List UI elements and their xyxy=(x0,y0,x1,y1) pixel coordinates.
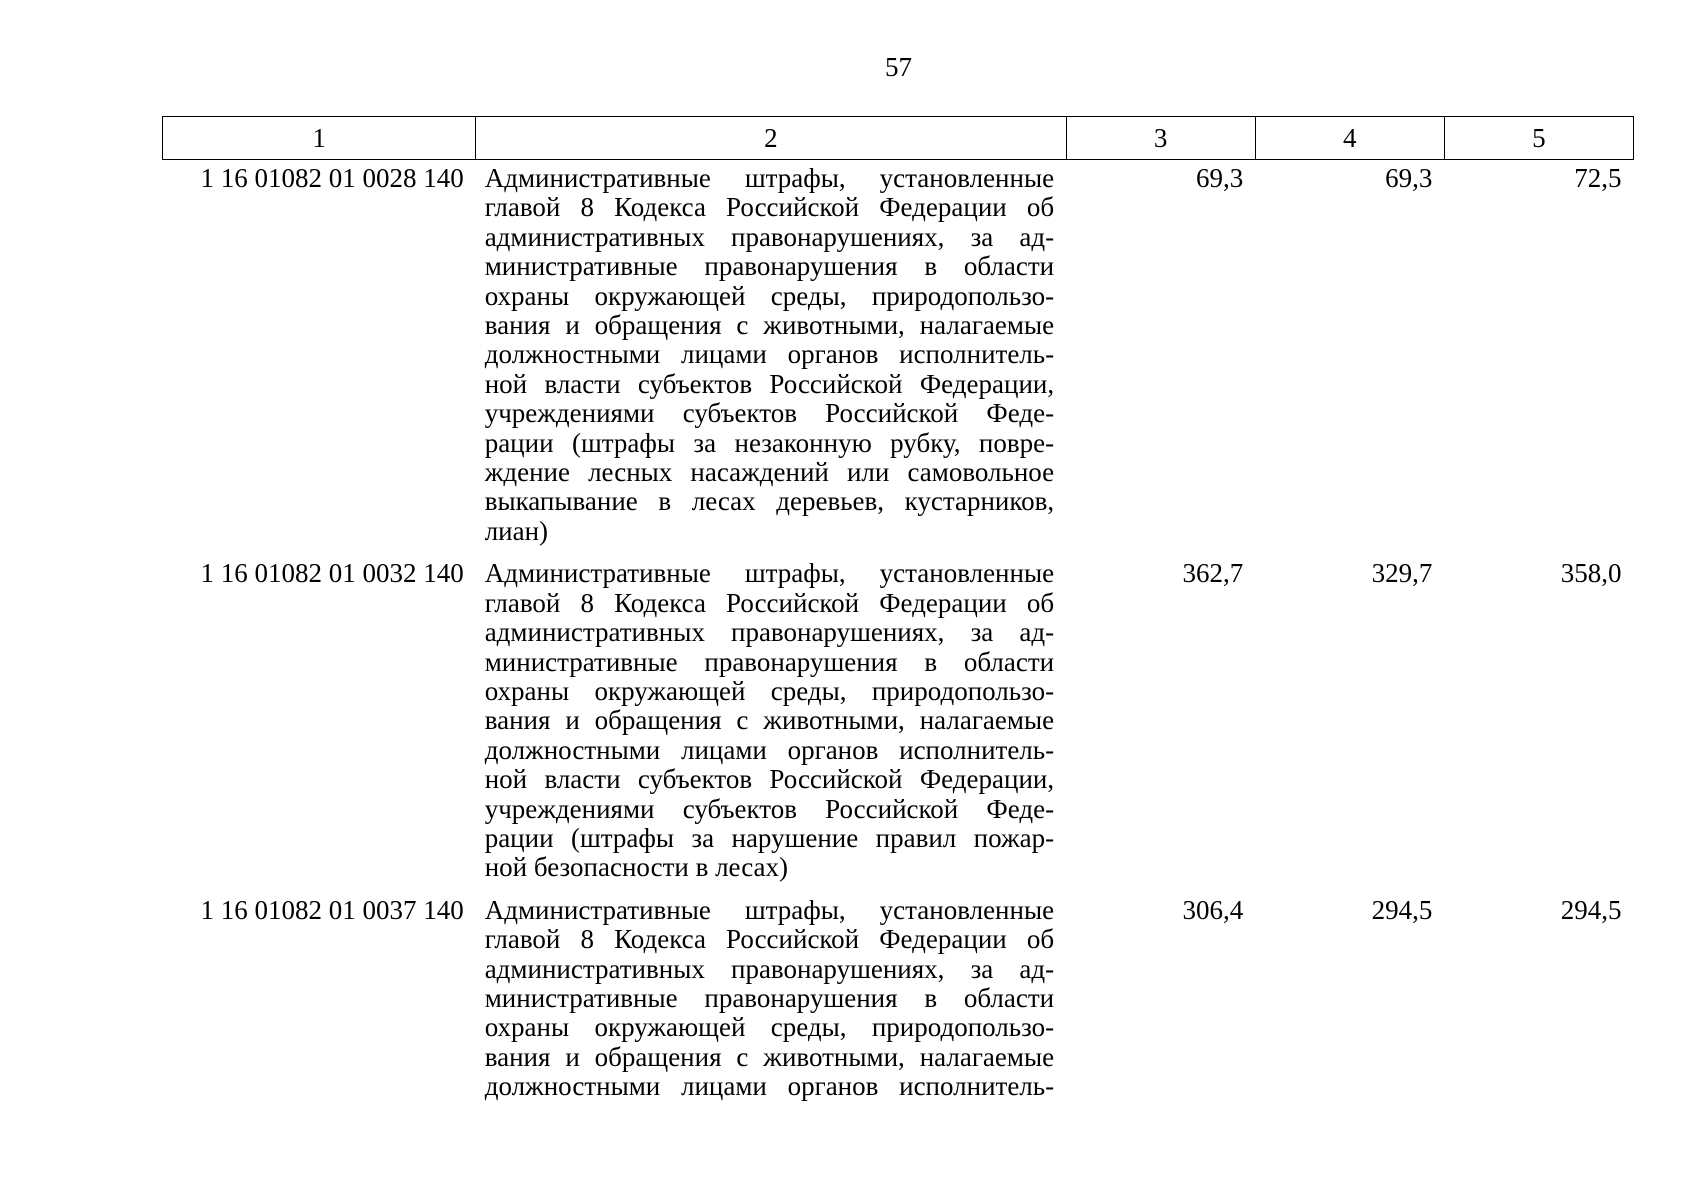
description-line: ной власти субъектов Российской Федерации, xyxy=(484,764,1055,795)
description-line: Административные штрафы, установленные xyxy=(484,894,1055,925)
description-line: выкапывание в лесах деревьев, кустарников, xyxy=(484,486,1055,517)
description-line: ной безопасности в лесах) xyxy=(484,852,788,883)
description-line: охраны окружающей среды, природопользо- xyxy=(484,675,1055,706)
value-col-4: 69,3 xyxy=(1385,163,1433,193)
header-col-5: 5 xyxy=(1444,117,1633,160)
description-line: учреждениями субъектов Российской Феде- xyxy=(484,398,1055,429)
table-row xyxy=(163,555,1634,891)
description-line: ждение лесных насаждений или самовольное xyxy=(484,457,1055,488)
description-line: ной власти субъектов Российской Федерации, xyxy=(484,368,1055,399)
description-line: вания и обращения с животными, налагаемые xyxy=(484,1041,1055,1072)
description-line: вания и обращения с животными, налагаемые xyxy=(484,705,1055,736)
table-header-row xyxy=(163,117,1634,160)
description-line: должностными лицами органов исполнитель- xyxy=(484,339,1055,370)
budget-code: 1 16 01082 01 0037 140 xyxy=(200,894,464,925)
value-col-5: 294,5 xyxy=(1560,894,1622,925)
table-row xyxy=(163,892,1634,1111)
value-col-3: 306,4 xyxy=(1182,894,1244,925)
value-col-5: 358,0 xyxy=(1560,558,1622,589)
header-col-4: 4 xyxy=(1255,117,1444,160)
description-line: Административные штрафы, установленные xyxy=(484,558,1055,589)
header-col-3: 3 xyxy=(1066,117,1255,160)
description-line: административных правонарушениях, за ад- xyxy=(484,953,1055,984)
value-col-3: 69,3 xyxy=(1195,163,1244,193)
value-col-5: 72,5 xyxy=(1574,163,1622,193)
value-col-4: 329,7 xyxy=(1371,558,1433,589)
description-line: должностными лицами органов исполнитель- xyxy=(484,734,1055,765)
table-row xyxy=(163,160,1634,556)
description-line: министративные правонарушения в области xyxy=(484,646,1055,677)
header-col-2: 2 xyxy=(476,117,1066,160)
description-line: должностными лицами органов исполнитель- xyxy=(484,1071,1055,1102)
row-description xyxy=(476,892,1066,1111)
description-line: главой 8 Кодекса Российской Федерации об xyxy=(484,192,1055,223)
page-number: 57 xyxy=(885,52,912,82)
header-col-1: 1 xyxy=(163,117,476,160)
budget-code: 1 16 01082 01 0028 140 xyxy=(200,163,464,193)
description-line: министративные правонарушения в области xyxy=(484,982,1055,1013)
description-line: вания и обращения с животными, налагаемые xyxy=(484,310,1055,341)
description-line: Административные штрафы, установленные xyxy=(484,163,1055,193)
description-line: главой 8 Кодекса Российской Федерации об xyxy=(484,587,1055,618)
description-line: рации (штрафы за нарушение правил пожар- xyxy=(484,822,1055,853)
description-line: охраны окружающей среды, природопользо- xyxy=(484,1012,1055,1043)
description-line: главой 8 Кодекса Российской Федерации об xyxy=(484,924,1055,955)
description-line: административных правонарушениях, за ад- xyxy=(484,221,1055,252)
description-line: лиан) xyxy=(484,515,549,546)
description-line: рации (штрафы за незаконную рубку, повре- xyxy=(484,427,1055,458)
row-description xyxy=(476,160,1066,556)
description-line: учреждениями субъектов Российской Феде- xyxy=(484,793,1055,824)
row-description xyxy=(476,555,1066,891)
description-line: административных правонарушениях, за ад- xyxy=(484,617,1055,648)
value-col-3: 362,7 xyxy=(1182,558,1244,589)
budget-code: 1 16 01082 01 0032 140 xyxy=(200,558,464,589)
budget-table xyxy=(162,116,1634,1111)
description-line: охраны окружающей среды, природопользо- xyxy=(484,280,1055,311)
description-line: министративные правонарушения в области xyxy=(484,251,1055,282)
value-col-4: 294,5 xyxy=(1371,894,1433,925)
